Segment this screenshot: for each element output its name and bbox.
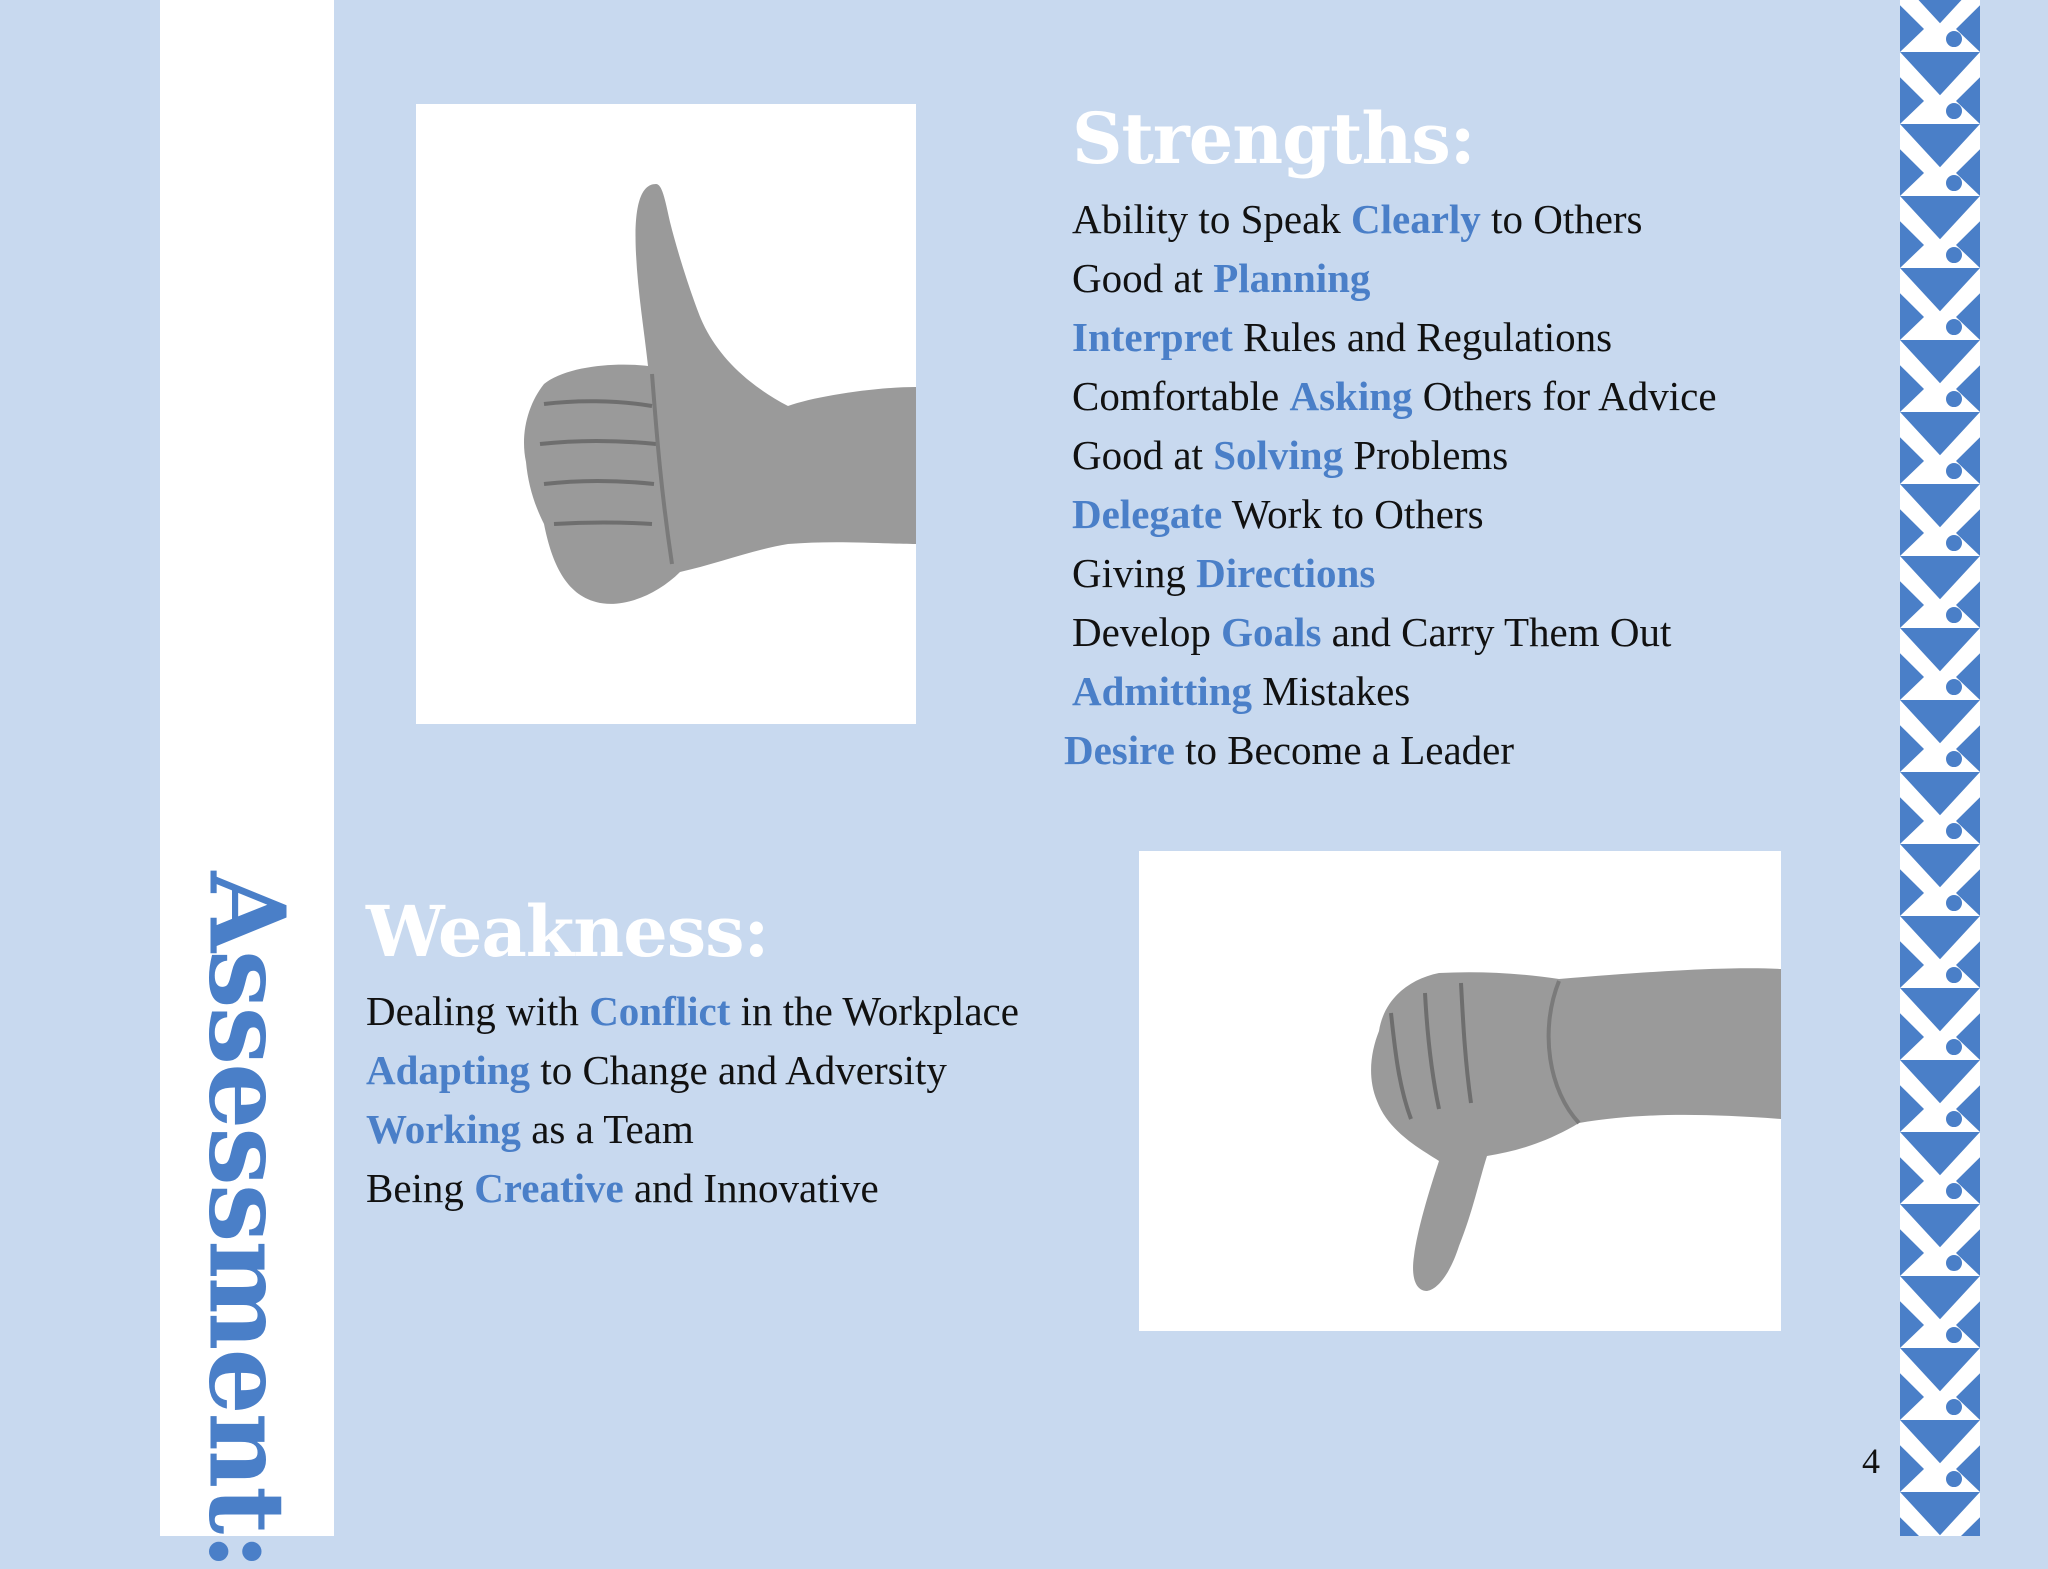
item-text-after: Work to Others — [1222, 491, 1484, 537]
item-text-after: and Innovative — [623, 1165, 879, 1211]
item-text-after: in the Workplace — [730, 988, 1019, 1034]
item-keyword: Creative — [474, 1165, 624, 1211]
strength-item — [1072, 603, 1717, 662]
weakness-item — [366, 1041, 1019, 1100]
item-keyword: Adapting — [366, 1047, 531, 1093]
strength-item — [1072, 544, 1717, 603]
item-keyword: Desire — [1064, 727, 1175, 773]
item-keyword: Interpret — [1072, 314, 1233, 360]
item-keyword: Admitting — [1072, 668, 1252, 714]
decorative-border — [1900, 0, 1980, 1536]
item-text-before: Giving — [1072, 550, 1197, 596]
weakness-item — [366, 982, 1019, 1041]
weakness-list — [366, 982, 1019, 1218]
page-number: 4 — [1862, 1441, 1880, 1481]
item-text-after: Rules and Regulations — [1232, 314, 1613, 360]
item-text-after: and Carry Them Out — [1321, 609, 1672, 655]
side-title: Assessment: — [185, 871, 309, 1569]
item-keyword: Asking — [1289, 373, 1413, 419]
item-keyword: Goals — [1221, 609, 1322, 655]
item-text-before: Comfortable — [1072, 373, 1290, 419]
strength-item — [1072, 308, 1717, 367]
item-text-after: to Change and Adversity — [530, 1047, 947, 1093]
triangle-pattern-icon — [1900, 0, 1980, 1536]
item-keyword: Delegate — [1072, 491, 1223, 537]
weakness-item — [366, 1159, 1019, 1218]
strength-item — [1072, 190, 1717, 249]
thumbs-up-photo — [416, 104, 916, 724]
strength-item — [1072, 367, 1717, 426]
item-text-after: to Others — [1480, 196, 1643, 242]
item-keyword: Solving — [1213, 432, 1344, 478]
strength-item — [1072, 249, 1717, 308]
thumbs-down-photo — [1139, 851, 1781, 1331]
item-text-after: to Become a Leader — [1174, 727, 1515, 773]
item-keyword: Planning — [1213, 255, 1371, 301]
item-keyword: Conflict — [589, 988, 731, 1034]
item-text-before: Good at — [1072, 432, 1214, 478]
item-keyword: Clearly — [1351, 196, 1481, 242]
item-text-before: Dealing with — [366, 988, 590, 1034]
weakness-heading: Weakness: — [366, 890, 769, 973]
strength-item — [1072, 485, 1717, 544]
item-text-before: Develop — [1072, 609, 1222, 655]
item-text-after: Mistakes — [1251, 668, 1411, 714]
strength-item — [1072, 662, 1717, 721]
item-keyword: Working — [366, 1106, 521, 1152]
strength-item — [1072, 426, 1717, 485]
item-text-after: Others for Advice — [1412, 373, 1717, 419]
strengths-heading: Strengths: — [1072, 97, 1475, 180]
item-text-before: Being — [366, 1165, 475, 1211]
strengths-list — [1064, 190, 1717, 780]
strength-item — [1064, 721, 1717, 780]
item-text-after: as a Team — [520, 1106, 694, 1152]
item-text-after: Problems — [1343, 432, 1509, 478]
item-keyword: Directions — [1196, 550, 1376, 596]
item-text-before: Ability to Speak — [1072, 196, 1352, 242]
weakness-item — [366, 1100, 1019, 1159]
item-text-before: Good at — [1072, 255, 1214, 301]
